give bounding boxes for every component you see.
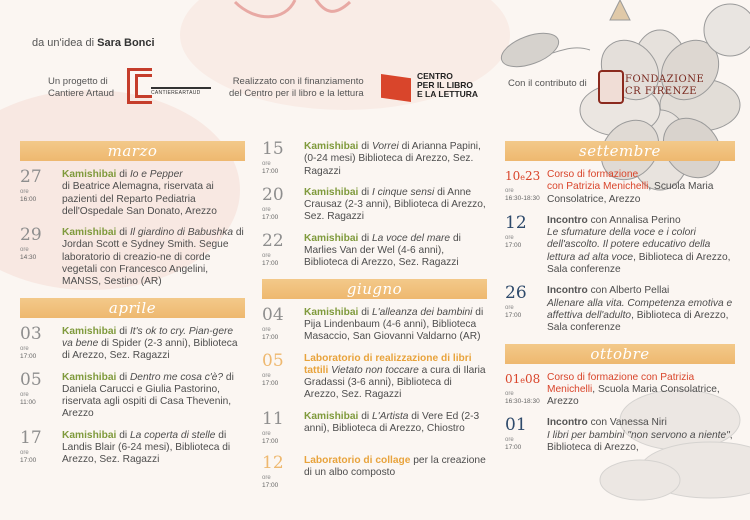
event-item: 27 ore 16:00 Kamishibai di Io e Pepper di Beatrice Alemagna, riservata ai pazienti del Reparto Pediatria dell'Ospedale San Donato, Arezzo xyxy=(20,167,217,217)
funding-credit: Realizzato con il finanziamento del Centro per il libro e la lettura xyxy=(229,76,364,99)
event-item: 17 ore 17:00 Kamishibai di La coperta di stelle di Landis Blair (6-24 mesi), Biblioteca di Arezzo, Sez. Ragazzi xyxy=(20,427,231,466)
column-september-october xyxy=(505,141,735,463)
event-item: 15 ore 17:00 Kamishibai di Vorrei di Arianna Papini, (0-24 mesi) Biblioteca di Arezzo, Sez. Ragazzi xyxy=(262,139,481,177)
lily-emblem-icon xyxy=(598,70,624,104)
idea-credit: da un'idea di Sara Bonci xyxy=(32,37,155,49)
event-item: 05 ore 11:00 Kamishibai di Dentro me cosa c'è? di Daniela Carucci e Giulia Pastorino, riservata agli ospiti di Casa Thevenin, Arezzo xyxy=(20,369,234,420)
contribution-credit: Con il contributo di xyxy=(508,78,587,89)
event-item: 11 ore 17:00 Kamishibai di L'Artista di Vere Ed (2-3 anni), Biblioteca di Arezzo, Chiostro xyxy=(262,408,480,445)
month-band-marzo: marzo xyxy=(20,141,245,161)
column-may-june xyxy=(262,141,487,499)
event-item: 03 ore 17:00 Kamishibai di It's ok to cry. Pian-gere va bene di Spider (2-3 anni), Biblioteca di Arezzo, Sez. Ragazzi xyxy=(20,323,238,362)
column-march-april xyxy=(20,141,245,476)
event-item: 05 ore 17:00 Laboratorio di realizzazione di libri tattili Vietato non toccare a cura di Ilaria Gradassi (3-6 anni), Biblioteca di Arezzo, Sez. Ragazzi xyxy=(262,350,486,401)
event-item: 01 ore 17:00 Incontro con Vanessa Niri I libri per bambini "non servono a niente", Biblioteca di Arezzo, xyxy=(505,415,733,454)
event-item: 29 ore 14:30 Kamishibai di Il giardino di Babushka di Jordan Scott e Sydney Smith. Segue laboratorio di creazio-ne di corde vegetali con Francesco Angelini, MANSS, Sestino (AR) xyxy=(20,225,244,288)
project-credit: Un progetto di Cantiere Artaud xyxy=(48,76,115,99)
event-item: 12 ore 17:00 Laboratorio di collage per la creazione di un albo composto xyxy=(262,452,486,489)
event-item: 10e23 ore 16:30-18:30 Corso di formazione con Patrizia Menichelli, Scuola Maria Consolatrice, Arezzo xyxy=(505,169,714,205)
title-script-fragment xyxy=(225,0,365,24)
event-item: 01e08 ore 16:30-18:30 Corso di formazione con Patrizia Menichelli, Scuola Maria Consolatrice, Arezzo xyxy=(505,371,720,408)
event-item: 12 ore 17:00 Incontro con Annalisa Perino Le sfumature della voce e i colori dell'ascolto. Il potere educativo della lettura ad alta voce, Biblioteca di Arezzo, Sala conferenze xyxy=(505,212,731,276)
idea-author: Sara Bonci xyxy=(97,37,155,49)
fondazione-cr-firenze-logo: FONDAZIONE CR FIRENZE xyxy=(598,70,738,104)
event-item: 20 ore 17:00 Kamishibai di I cinque sensi di Anne Crausaz (2-3 anni), Biblioteca di Arezzo, Sez. Ragazzi xyxy=(262,184,486,223)
month-band-ottobre: ottobre xyxy=(505,344,735,364)
month-band-giugno: giugno xyxy=(262,279,487,299)
month-band-settembre: settembre xyxy=(505,141,735,161)
event-item: 04 ore 17:00 Kamishibai di L'alleanza dei bambini di Pija Lindenbaum (4-6 anni), Biblioteca Masaccio, San Giovanni Valdarno (AR) xyxy=(262,304,484,343)
cepell-logo: CENTRO PER IL LIBRO E LA LETTURA xyxy=(381,72,491,106)
cantiere-artaud-logo: CANTIEREARTAUD xyxy=(127,68,213,100)
month-band-aprile: aprile xyxy=(20,298,245,318)
event-item: 22 ore 17:00 Kamishibai di La voce del mare di Marlies Van der Wel (4-6 anni), Biblioteca di Arezzo, Sez. Ragazzi xyxy=(262,230,461,269)
event-item: 26 ore 17:00 Incontro con Alberto Pellai Allenare alla vita. Competenza emotiva e affettiva dell'adulto, Biblioteca di Arezzo, Sala conferenze xyxy=(505,283,733,334)
